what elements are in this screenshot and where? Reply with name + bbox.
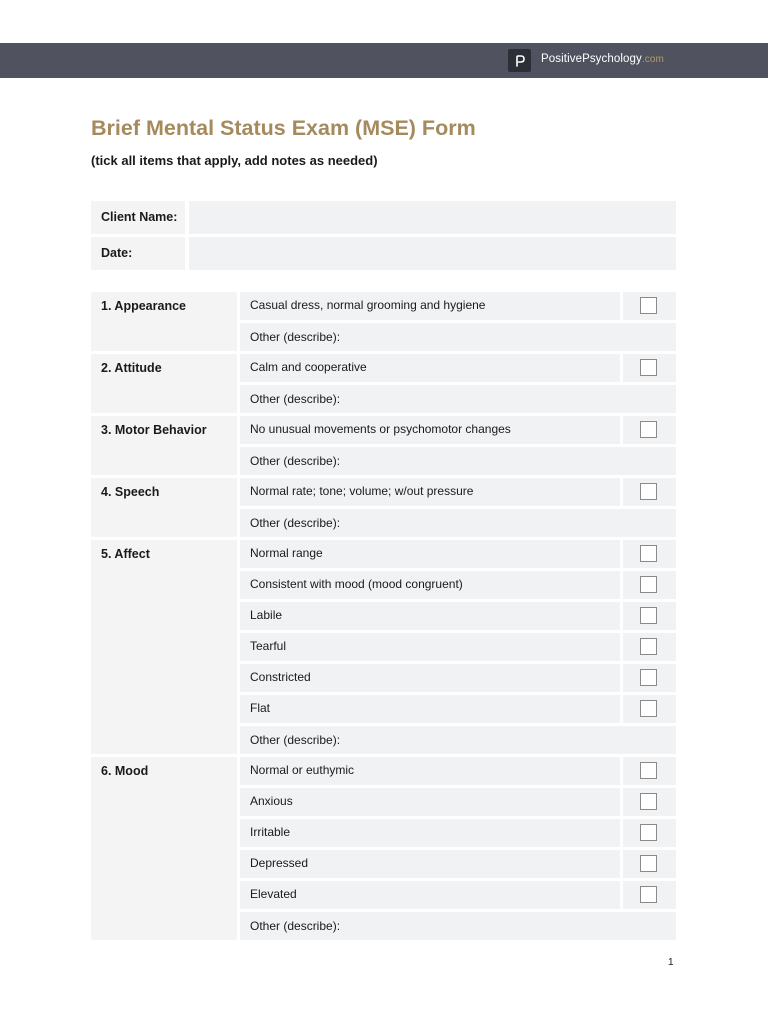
item-checkbox[interactable] bbox=[640, 638, 657, 655]
section-label: 5. Affect bbox=[101, 547, 150, 561]
other-describe-field[interactable] bbox=[240, 385, 676, 413]
item-row bbox=[240, 664, 620, 692]
client-name-label: Client Name: bbox=[101, 210, 178, 224]
section-label: 4. Speech bbox=[101, 485, 160, 499]
item-checkbox[interactable] bbox=[640, 576, 657, 593]
item-label: Anxious bbox=[250, 794, 293, 808]
item-row bbox=[240, 354, 620, 382]
date-field[interactable] bbox=[189, 237, 676, 270]
section-label: 6. Mood bbox=[101, 764, 149, 778]
item-label: Normal rate; tone; volume; w/out pressure bbox=[250, 484, 474, 498]
other-describe-field[interactable] bbox=[240, 447, 676, 475]
item-row bbox=[240, 850, 620, 878]
section-label-cell bbox=[91, 478, 237, 537]
item-checkbox[interactable] bbox=[640, 886, 657, 903]
other-describe-label: Other (describe): bbox=[250, 392, 341, 406]
item-label: Irritable bbox=[250, 825, 291, 839]
item-checkbox[interactable] bbox=[640, 297, 657, 314]
section-label-cell bbox=[91, 540, 237, 754]
item-label: Calm and cooperative bbox=[250, 360, 367, 374]
date-label-cell bbox=[91, 237, 185, 270]
other-describe-field[interactable] bbox=[240, 509, 676, 537]
item-label: Normal or euthymic bbox=[250, 763, 355, 777]
other-describe-field[interactable] bbox=[240, 912, 676, 940]
item-row bbox=[240, 819, 620, 847]
item-label: Normal range bbox=[250, 546, 323, 560]
other-describe-field[interactable] bbox=[240, 726, 676, 754]
p-logo-icon bbox=[508, 49, 531, 72]
section-label-cell bbox=[91, 757, 237, 940]
item-label: Tearful bbox=[250, 639, 287, 653]
item-checkbox[interactable] bbox=[640, 607, 657, 624]
section-label-cell bbox=[91, 416, 237, 475]
brand-logo bbox=[541, 53, 664, 65]
section-label-cell bbox=[91, 292, 237, 351]
page-subtitle: (tick all items that apply, add notes as needed) bbox=[91, 153, 378, 168]
item-checkbox[interactable] bbox=[640, 669, 657, 686]
header-bar bbox=[0, 43, 768, 78]
item-checkbox[interactable] bbox=[640, 762, 657, 779]
client-name-field[interactable] bbox=[189, 201, 676, 234]
item-label: Elevated bbox=[250, 887, 297, 901]
item-row bbox=[240, 788, 620, 816]
item-label: No unusual movements or psychomotor changes bbox=[250, 422, 511, 436]
item-checkbox[interactable] bbox=[640, 483, 657, 500]
item-checkbox[interactable] bbox=[640, 855, 657, 872]
item-row bbox=[240, 695, 620, 723]
other-describe-label: Other (describe): bbox=[250, 454, 341, 468]
item-row bbox=[240, 540, 620, 568]
other-describe-label: Other (describe): bbox=[250, 516, 341, 530]
item-row bbox=[240, 416, 620, 444]
item-label: Constricted bbox=[250, 670, 311, 684]
item-checkbox[interactable] bbox=[640, 793, 657, 810]
item-label: Consistent with mood (mood congruent) bbox=[250, 577, 463, 591]
item-checkbox[interactable] bbox=[640, 545, 657, 562]
client-name-label-cell bbox=[91, 201, 185, 234]
brand-name: PositivePsychology bbox=[541, 53, 642, 65]
item-label: Flat bbox=[250, 701, 271, 715]
item-checkbox[interactable] bbox=[640, 421, 657, 438]
item-row bbox=[240, 602, 620, 630]
section-label: 1. Appearance bbox=[101, 299, 186, 313]
item-row bbox=[240, 757, 620, 785]
section-label: 2. Attitude bbox=[101, 361, 162, 375]
other-describe-label: Other (describe): bbox=[250, 330, 341, 344]
page-title: Brief Mental Status Exam (MSE) Form bbox=[91, 116, 476, 140]
date-label: Date: bbox=[101, 246, 133, 260]
item-row bbox=[240, 292, 620, 320]
item-label: Labile bbox=[250, 608, 283, 622]
other-describe-label: Other (describe): bbox=[250, 733, 341, 747]
item-row bbox=[240, 633, 620, 661]
other-describe-label: Other (describe): bbox=[250, 919, 341, 933]
item-row bbox=[240, 478, 620, 506]
section-label: 3. Motor Behavior bbox=[101, 423, 207, 437]
page-number: 1 bbox=[668, 957, 674, 968]
item-checkbox[interactable] bbox=[640, 824, 657, 841]
item-checkbox[interactable] bbox=[640, 700, 657, 717]
item-row bbox=[240, 571, 620, 599]
section-label-cell bbox=[91, 354, 237, 413]
other-describe-field[interactable] bbox=[240, 323, 676, 351]
brand-domain: .com bbox=[641, 54, 664, 65]
item-label: Casual dress, normal grooming and hygiene bbox=[250, 298, 486, 312]
item-label: Depressed bbox=[250, 856, 309, 870]
item-checkbox[interactable] bbox=[640, 359, 657, 376]
item-row bbox=[240, 881, 620, 909]
